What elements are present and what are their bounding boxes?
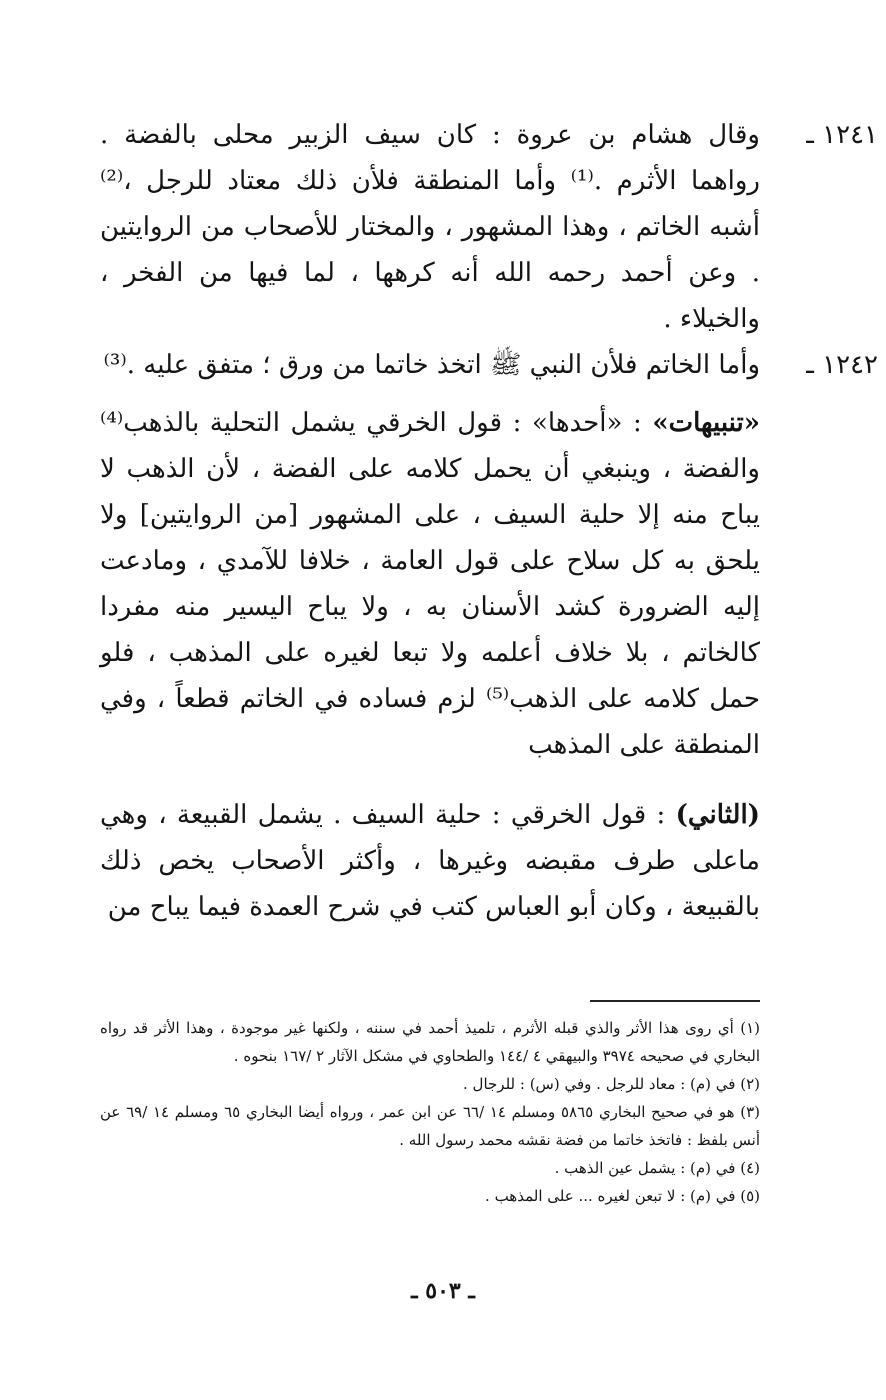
main-text <box>100 112 878 930</box>
notes-paragraph-second <box>100 792 760 930</box>
notes-paragraph-first <box>100 400 760 768</box>
footnote-separator <box>590 1000 760 1002</box>
notes-heading: «تنبيهات» <box>652 408 760 438</box>
paragraph-number: ١٢٤١ ـ <box>806 120 878 150</box>
footnote-2: (٢) في (م) : معاد للرجل . وفي (س) : للرجال . <box>463 1075 760 1093</box>
footnotes <box>100 1014 760 1210</box>
paragraph-number: ١٢٤٢ ـ <box>806 350 878 380</box>
paragraph-text: : قول الخرقي : حلية السيف . يشمل القبيعة ، وهي ماعلى طرف مقبضه وغيرها ، وأكثر الأصحاب يخص ذلك بالقبيعة ، وكان أبو العباس كتب في شرح العمدة فيما يباح من <box>100 800 760 922</box>
paragraph-1242 <box>100 342 878 388</box>
paragraph-text: : «أحدها» : قول الخرقي يشمل التحلية بالذهب⁽⁴⁾ والفضة ، وينبغي أن يحمل كلامه على الفضة ، لأن الذهب لا يباح منه إلا حلية السيف ، على المشهور [من الروايتين] ولا يلحق به كل سلاح على قول العامة ، خلافا للآمدي ، ومادعت إليه الضرورة كشد الأسنان به ، ولا يباح اليسير منه مفردا كالخاتم ، بلا خلاف أعلمه ولا تبعا لغيره على المذهب ، فلو حمل كلامه على الذهب⁽⁵⁾ لزم فساده في الخاتم قطعاً ، وفي المنطقة على المذهب <box>100 408 761 760</box>
footnote-1: (١) أي روى هذا الأثر والذي قبله الأثرم ، تلميذ أحمد في سننه ، ولكنها غير موجودة ، وهذا الأثر قد رواه البخاري في صحيحه ٣٩٧٤ والبيهقي ٤ /١٤٤ والطحاوي في مشكل الآثار ٢ /١٦٧ بنحوه . <box>100 1019 760 1065</box>
paragraph-1241 <box>100 112 878 342</box>
second-heading: (الثاني) <box>675 800 760 830</box>
page-number: ـ ٥٠٣ ـ <box>411 1278 475 1304</box>
paragraph-text: وأما الخاتم فلأن النبي ﷺ اتخذ خاتما من ورق ؛ متفق عليه .⁽³⁾ <box>103 350 760 380</box>
paragraph-text: وقال هشام بن عروة : كان سيف الزبير محلى بالفضة . رواهما الأثرم .⁽¹⁾ وأما المنطقة فلأن ذلك معتاد للرجل ،⁽²⁾ أشبه الخاتم ، وهذا المشهور ، والمختار للأصحاب من الروايتين . وعن أحمد رحمه الله أنه كرهها ، لما فيها من الفخر ، والخيلاء . <box>100 120 760 334</box>
footnote-5: (٥) في (م) : لا تبعن لغيره ... على المذهب . <box>485 1187 760 1205</box>
footnote-3: (٣) هو في صحيح البخاري ٥٨٦٥ ومسلم ١٤ /٦٦ عن ابن عمر ، ورواه أيضا البخاري ٦٥ ومسلم ١٤ /٦٩ عن أنس بلفظ : فاتخذ خاتما من فضة نقشه محمد رسول الله . <box>100 1103 760 1149</box>
footnote-4: (٤) في (م) : يشمل عين الذهب . <box>554 1159 760 1177</box>
